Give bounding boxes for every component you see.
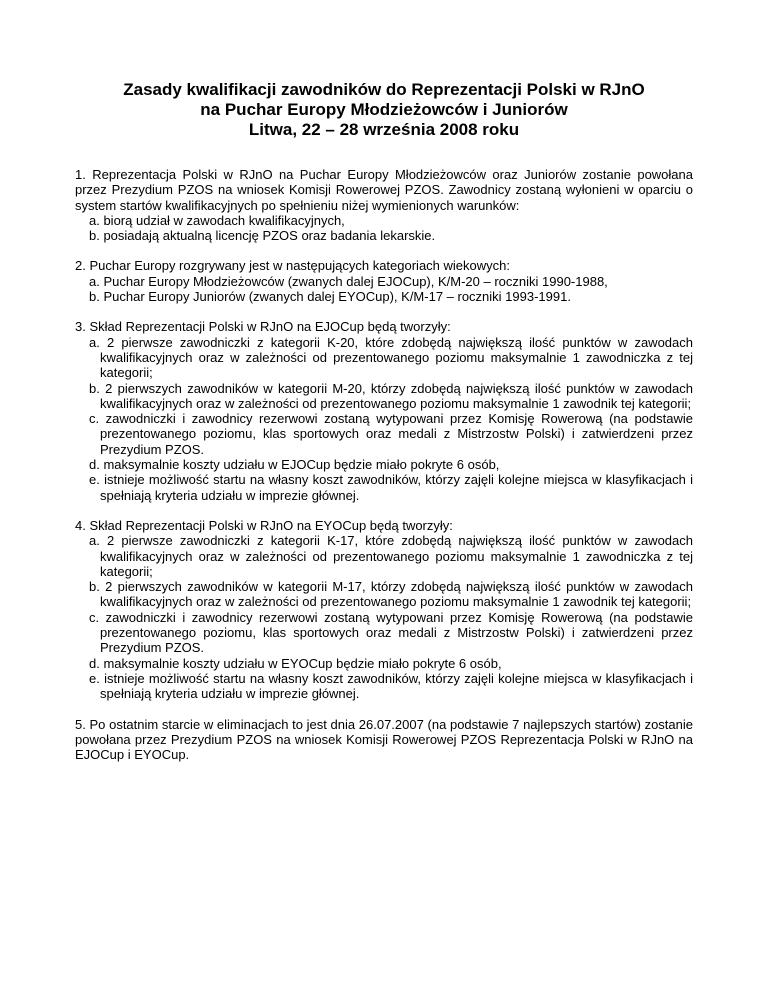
list-item: c. zawodniczki i zawodnicy rezerwowi zostaną wytypowani przez Komisję Rowerową (na podstawie prezentowanego poziomu, klas sportowych oraz medali z Mistrzostw Polski) i zatwierdzeni przez Prezydium PZOS. — [89, 411, 693, 457]
list-item: a. 2 pierwsze zawodniczki z kategorii K-17, które zdobędą największą ilość punktów w zawodach kwalifikacyjnych oraz w zależności od prezentowanego poziomu maksymalnie 1 zawodniczka z tej kategorii; — [89, 533, 693, 579]
section-5-intro: 5. Po ostatnim starcie w eliminacjach to jest dnia 26.07.2007 (na podstawie 7 najlepszych startów) zostanie powołana przez Prezydium PZOS na wniosek Komisji Rowerowej PZOS Reprezentacja Polski w RJnO na EJOCup i EYOCup. — [75, 716, 693, 763]
list-item: b. posiadają aktualną licencję PZOS oraz badania lekarskie. — [89, 228, 436, 244]
list-item: d. maksymalnie koszty udziału w EJOCup będzie miało pokryte 6 osób, — [89, 457, 500, 473]
section-2-intro: 2. Puchar Europy rozgrywany jest w następujących kategoriach wiekowych: — [75, 258, 510, 274]
list-item: b. 2 pierwszych zawodników w kategorii M-17, którzy zdobędą największą ilość punktów w zawodach kwalifikacyjnych oraz w zależności od prezentowanego poziomu maksymalnie 1 zawodnik tej kategorii; — [89, 579, 693, 610]
section-4 — [75, 518, 693, 702]
section-3-list — [75, 335, 693, 503]
list-item: c. zawodniczki i zawodnicy rezerwowi zostaną wytypowani przez Komisję Rowerową (na podstawie prezentowanego poziomu, klas sportowych oraz medali z Mistrzostw Polski) i zatwierdzeni przez Prezydium PZOS. — [89, 609, 693, 656]
section-3-intro: 3. Skład Reprezentacji Polski w RJnO na EJOCup będą tworzyły: — [75, 319, 451, 335]
title-line-1: Zasady kwalifikacji zawodników do Reprezentacji Polski w RJnO — [123, 80, 645, 99]
list-item: d. maksymalnie koszty udziału w EYOCup będzie miało pokryte 6 osób, — [89, 655, 502, 671]
list-item: b. 2 pierwszych zawodników w kategorii M-20, którzy zdobędą największą ilość punktów w zawodach kwalifikacyjnych oraz w zależności od prezentowanego poziomu maksymalnie 1 zawodnik tej kategorii; — [89, 380, 693, 411]
section-1-intro: 1. Reprezentacja Polski w RJnO na Puchar Europy Młodzieżowców oraz Juniorów zostanie powołana przez Prezydium PZOS na wniosek Komisji Rowerowej PZOS. Zawodnicy zostaną wyłonieni w oparciu o system startów kwalifikacyjnych po spełnieniu niżej wymienionych warunków: — [75, 167, 693, 213]
section-3 — [75, 319, 693, 503]
list-item: e. istnieje możliwość startu na własny koszt zawodników, którzy zajęli kolejne miejsca w klasyfikacjach i spełniają kryteria udziału w imprezie głównej. — [89, 670, 693, 702]
section-2-list — [75, 274, 693, 305]
list-item: e. istnieje możliwość startu na własny koszt zawodników, którzy zajęli kolejne miejsca w klasyfikacjach i spełniają kryteria udziału w imprezie głównej. — [89, 472, 693, 503]
section-4-intro: 4. Skład Reprezentacji Polski w RJnO na EYOCup będą tworzyły: — [75, 517, 453, 533]
section-2 — [75, 258, 693, 304]
list-item: a. biorą udział w zawodach kwalifikacyjnych, — [89, 212, 345, 228]
section-1-list — [75, 213, 693, 244]
section-5 — [75, 717, 693, 763]
section-1 — [75, 167, 693, 243]
title-line-3: Litwa, 22 – 28 września 2008 roku — [248, 120, 520, 139]
section-4-list — [75, 533, 693, 701]
document-title — [75, 80, 693, 140]
list-item: a. 2 pierwsze zawodniczki z kategorii K-20, które zdobędą największą ilość punktów w zawodach kwalifikacyjnych oraz w zależności od prezentowanego poziomu maksymalnie 1 zawodniczka z tej kategorii; — [89, 334, 693, 381]
list-item: a. Puchar Europy Młodzieżowców (zwanych dalej EJOCup), K/M-20 – roczniki 1990-1988, — [89, 273, 608, 289]
list-item: b. Puchar Europy Juniorów (zwanych dalej EYOCup), K/M-17 – roczniki 1993-1991. — [89, 289, 571, 305]
title-line-2: na Puchar Europy Młodzieżowców i Juniorów — [200, 100, 568, 119]
